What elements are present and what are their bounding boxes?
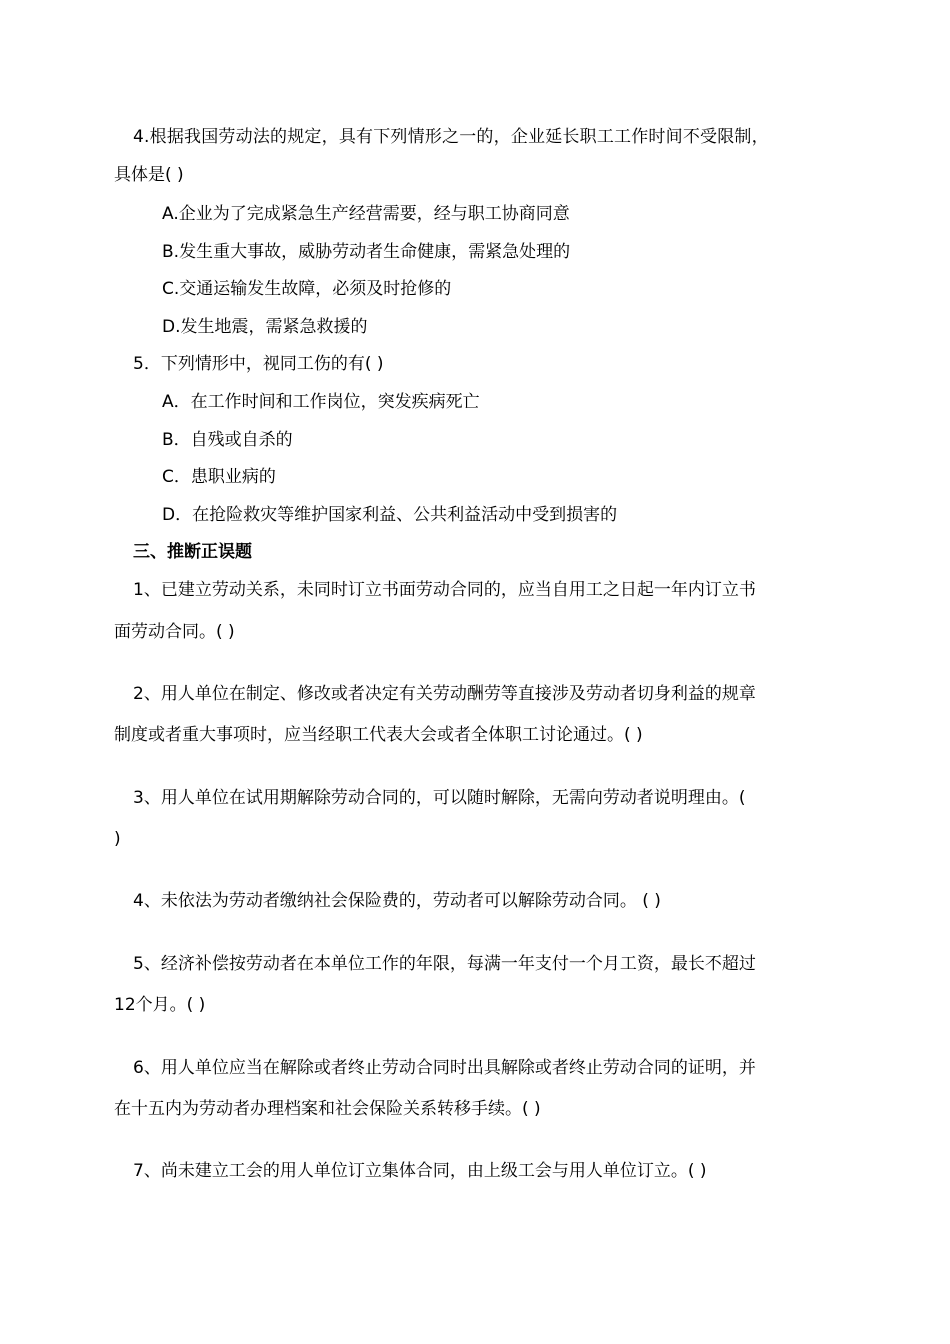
question-5-stem: 5．下列情形中，视同工伤的有( ) <box>133 354 384 374</box>
question-5-option-a: A．在工作时间和工作岗位，突发疾病死亡 <box>162 392 480 412</box>
tf-item-1-line2: 面劳动合同。( ) <box>114 622 235 642</box>
question-4-option-b: B.发生重大事故，威胁劳动者生命健康，需紧急处理的 <box>162 242 571 262</box>
question-5-option-c: C．患职业病的 <box>162 467 276 487</box>
question-4-option-d: D.发生地震，需紧急救援的 <box>162 317 368 337</box>
question-4-option-a: A.企业为了完成紧急生产经营需要，经与职工协商同意 <box>162 204 570 224</box>
tf-item-3-line2: ) <box>114 829 121 849</box>
question-4-option-c: C.交通运输发生故障，必须及时抢修的 <box>162 279 452 299</box>
tf-item-2-line2: 制度或者重大事项时，应当经职工代表大会或者全体职工讨论通过。( ) <box>114 725 643 745</box>
question-4-stem-line1: 4.根据我国劳动法的规定，具有下列情形之一的，企业延长职工工作时间不受限制， <box>133 127 769 147</box>
tf-item-6-line1: 6、用人单位应当在解除或者终止劳动合同时出具解除或者终止劳动合同的证明，并 <box>133 1058 756 1078</box>
question-5-option-d: D．在抢险救灾等维护国家利益、公共利益活动中受到损害的 <box>162 505 618 525</box>
tf-item-5-line2: 12个月。( ) <box>114 995 206 1015</box>
question-5-option-b: B．自残或自杀的 <box>162 430 293 450</box>
tf-item-1-line1: 1、已建立劳动关系，未同时订立书面劳动合同的，应当自用工之日起一年内订立书 <box>133 580 756 600</box>
tf-item-3-line1: 3、用人单位在试用期解除劳动合同的，可以随时解除，无需向劳动者说明理由。( <box>133 788 746 808</box>
section-3-heading: 三、推断正误题 <box>133 542 252 562</box>
tf-item-2-line1: 2、用人单位在制定、修改或者决定有关劳动酬劳等直接涉及劳动者切身利益的规章 <box>133 684 756 704</box>
tf-item-4-line1: 4、未依法为劳动者缴纳社会保险费的，劳动者可以解除劳动合同。 ( ) <box>133 891 661 911</box>
tf-item-6-line2: 在十五内为劳动者办理档案和社会保险关系转移手续。( ) <box>114 1099 541 1119</box>
tf-item-7-line1: 7、尚未建立工会的用人单位订立集体合同，由上级工会与用人单位订立。( ) <box>133 1161 707 1181</box>
question-4-stem-line2: 具体是( ) <box>114 165 184 185</box>
tf-item-5-line1: 5、经济补偿按劳动者在本单位工作的年限，每满一年支付一个月工资，最长不超过 <box>133 954 756 974</box>
